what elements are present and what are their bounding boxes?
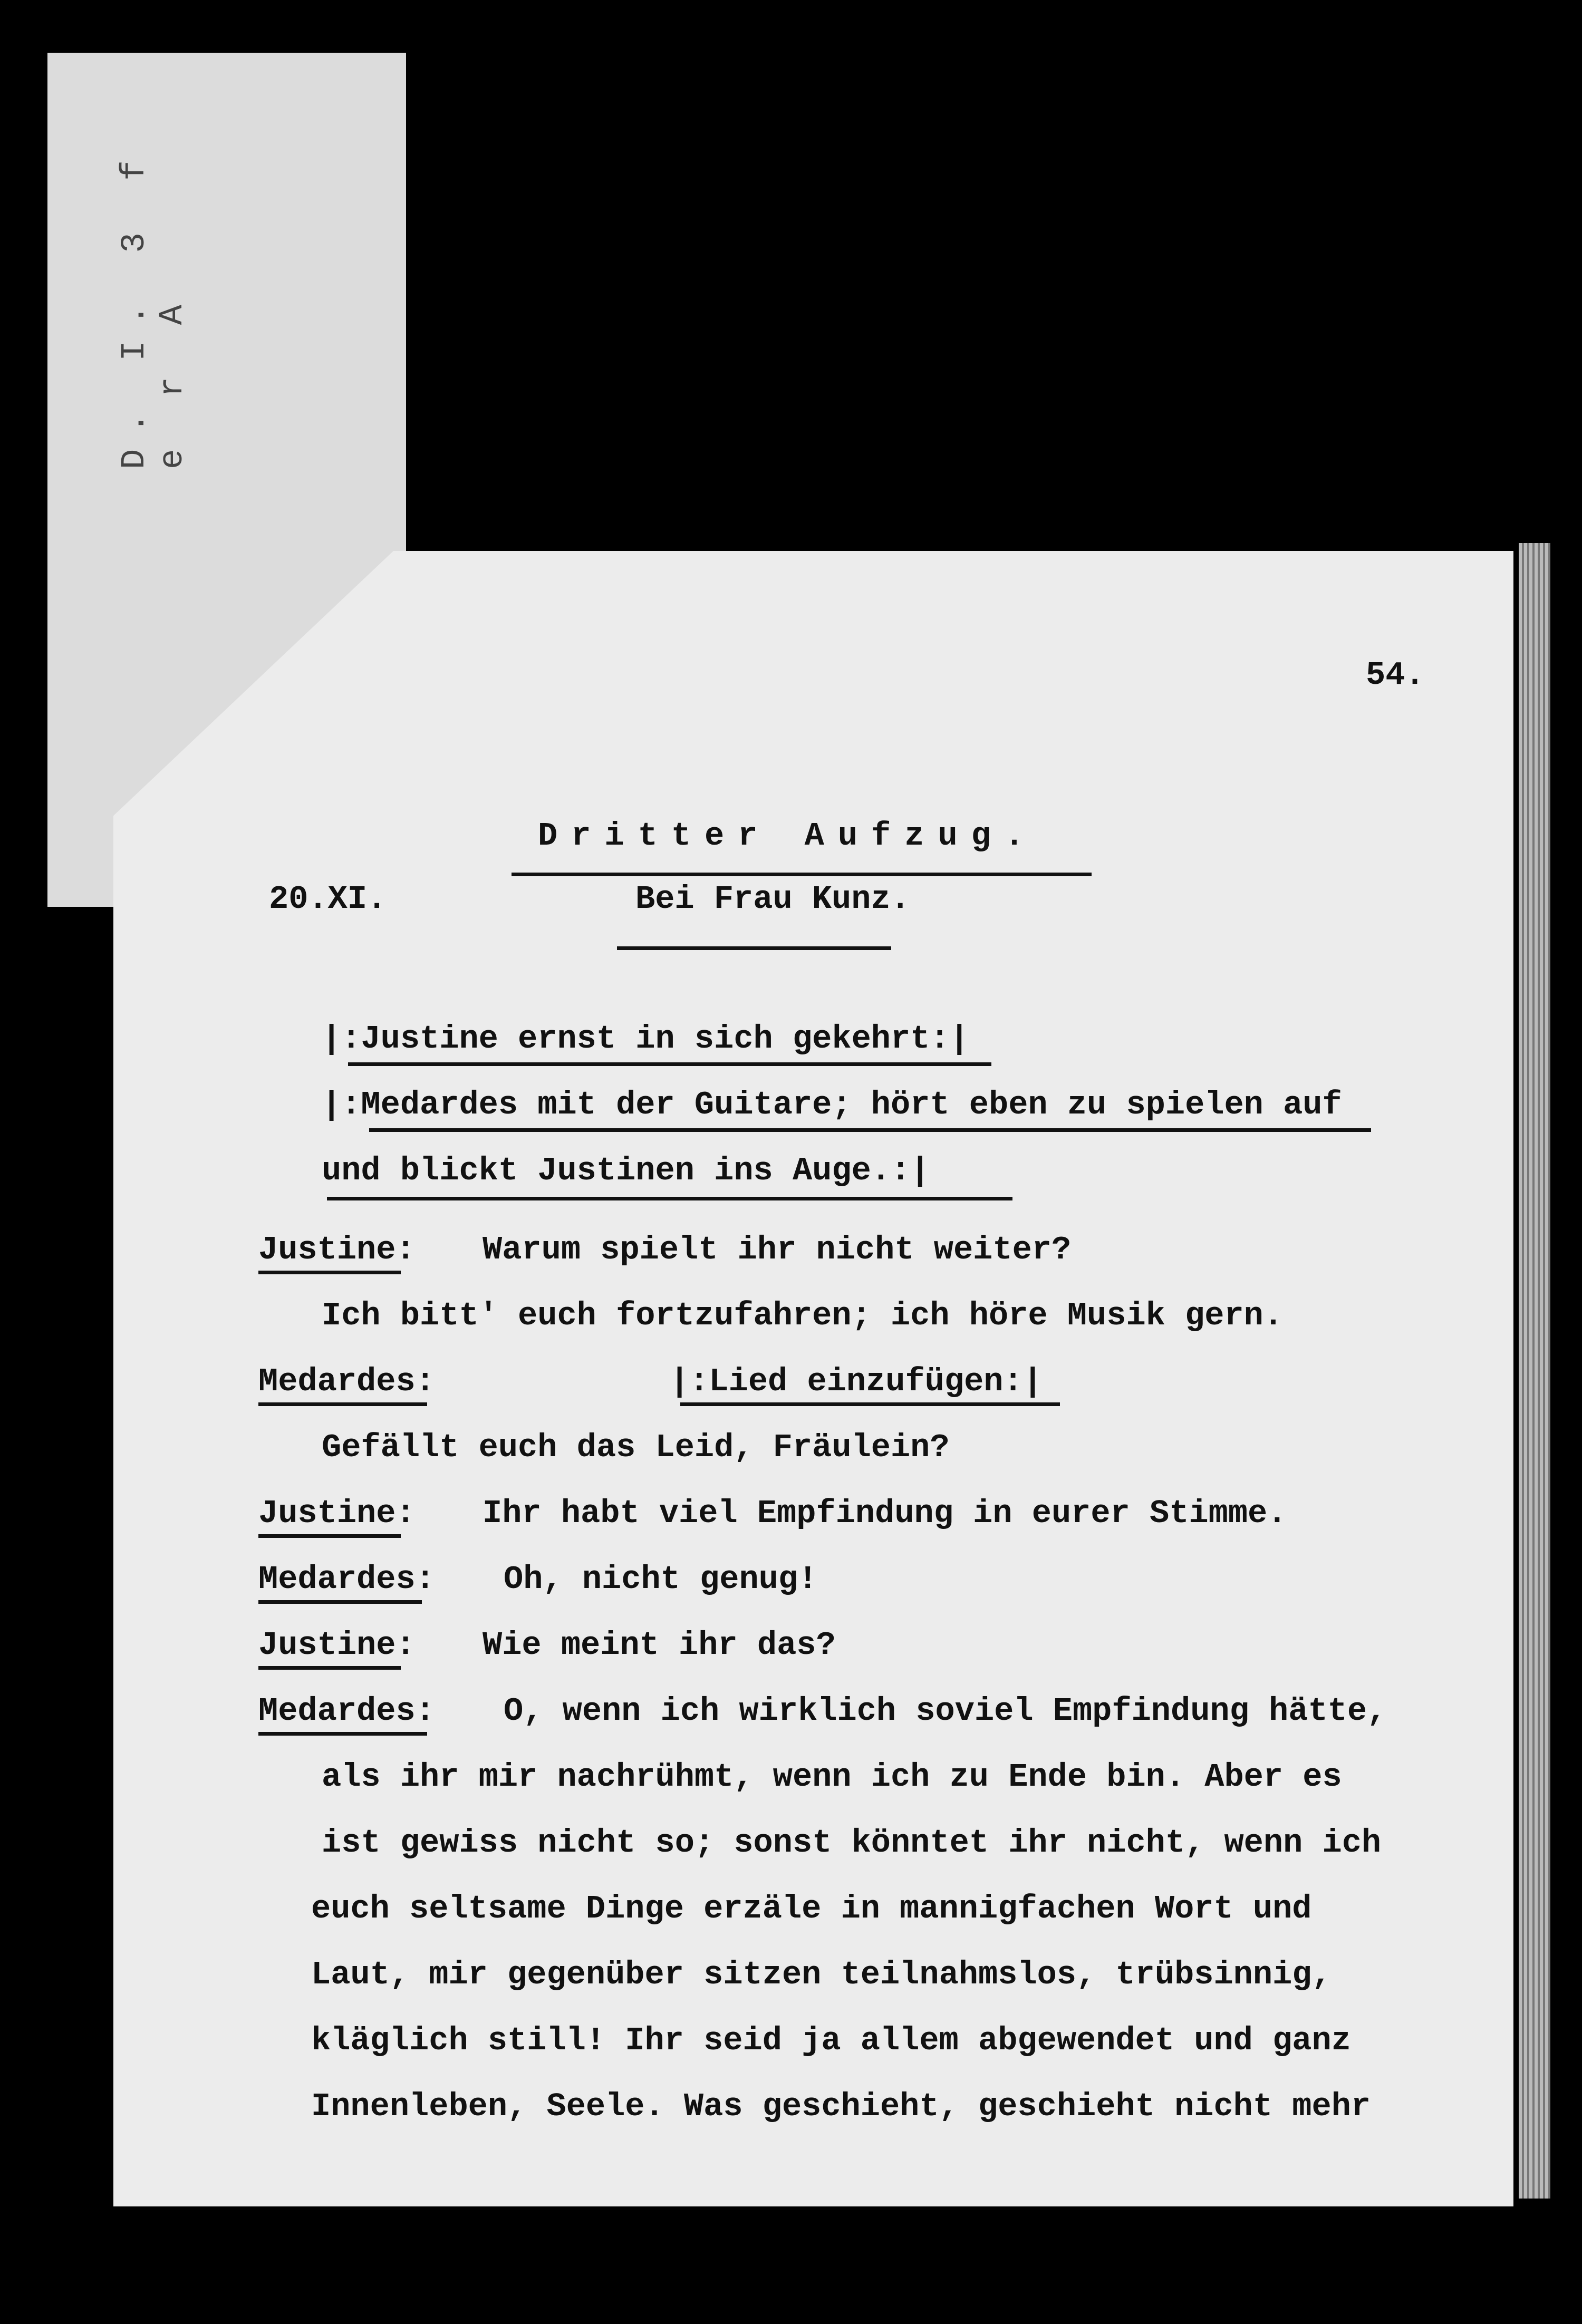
dialogue-line: Wie meint ihr das?	[483, 1626, 836, 1664]
stage-direction-3: und blickt Justinen ins Auge.:|	[322, 1152, 930, 1189]
dialogue-line: Warum spielt ihr nicht weiter?	[483, 1231, 1072, 1268]
dialogue-line: Ich bitt' euch fortzufahren; ich höre Musik gern.	[322, 1297, 1284, 1334]
speaker-label: Justine:	[258, 1495, 416, 1532]
direction-underline	[348, 1062, 991, 1066]
speaker-underline	[258, 1600, 422, 1604]
dialogue-line: Gefällt euch das Leid, Fräulein?	[322, 1429, 950, 1466]
dialogue-line: als ihr mir nachrühmt, wenn ich zu Ende bin. Aber es	[322, 1758, 1342, 1796]
act-title: Dritter Aufzug.	[538, 817, 1038, 855]
dialogue-line: Innenleben, Seele. Was geschieht, geschieht nicht mehr	[311, 2088, 1371, 2125]
speaker-underline	[258, 1534, 401, 1538]
dialogue-line: euch seltsame Dinge erzäle in mannigfachen Wort und	[311, 1890, 1312, 1928]
direction-underline	[327, 1197, 1012, 1200]
date-note: 20.XI.	[269, 880, 387, 918]
dialogue-line: |:Lied einzufügen:|	[670, 1363, 1043, 1400]
setting-underline	[617, 946, 891, 950]
dialogue-line: Oh, nicht genug!	[504, 1561, 818, 1598]
direction-underline	[680, 1402, 1060, 1406]
page-stack-edge	[1519, 543, 1550, 2199]
speaker-label: Medardes:	[258, 1561, 435, 1598]
scene-setting: Bei Frau Kunz.	[635, 880, 910, 918]
speaker-underline	[258, 1732, 427, 1736]
slip-text: D. I. 3 f e r A	[116, 144, 192, 469]
title-underline	[512, 873, 1092, 876]
speaker-underline	[258, 1666, 401, 1670]
dialogue-line: Laut, mir gegenüber sitzen teilnahmslos, trübsinnig,	[311, 1956, 1332, 1993]
dialogue-line: ist gewiss nicht so; sonst könntet ihr nicht, wenn ich	[322, 1824, 1382, 1862]
stage-direction-2: |:Medardes mit der Guitare; hört eben zu spielen auf	[322, 1086, 1342, 1124]
direction-underline	[369, 1128, 1371, 1132]
dialogue-line: Ihr habt viel Empfindung in eurer Stimme.	[483, 1495, 1287, 1532]
speaker-label: Justine:	[258, 1231, 416, 1268]
stage-direction-1: |:Justine ernst in sich gekehrt:|	[322, 1020, 969, 1058]
speaker-underline	[258, 1271, 401, 1274]
dialogue-line: kläglich still! Ihr seid ja allem abgewendet und ganz	[311, 2022, 1351, 2059]
page-number: 54.	[1366, 656, 1425, 694]
speaker-label: Medardes:	[258, 1363, 435, 1400]
speaker-label: Justine:	[258, 1626, 416, 1664]
speaker-label: Medardes:	[258, 1692, 435, 1730]
speaker-underline	[258, 1402, 427, 1406]
dialogue-line: O, wenn ich wirklich soviel Empfindung hätte,	[504, 1692, 1387, 1730]
